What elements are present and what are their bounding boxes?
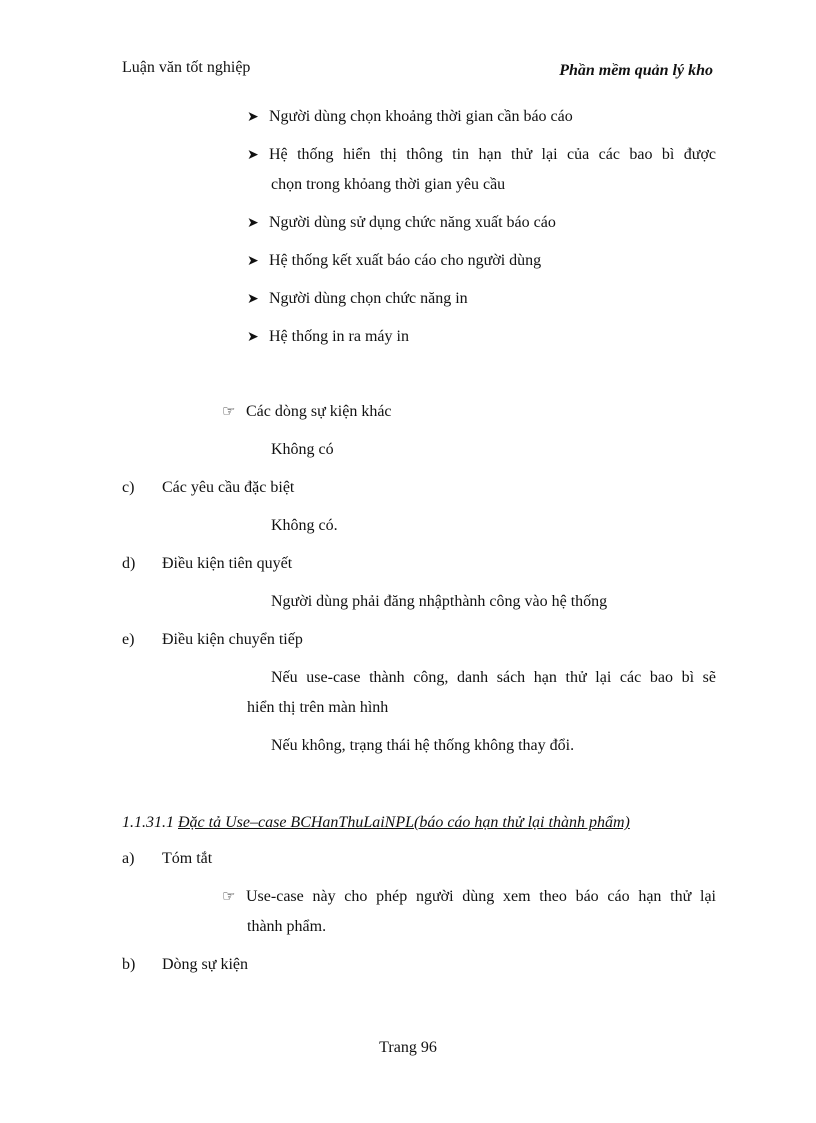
special-requirements-content: Không có. <box>271 517 338 534</box>
pointing-hand-icon: ☞ <box>222 889 236 905</box>
section-label-b: b) <box>122 956 136 973</box>
section-title-summary: Tóm tắt <box>162 850 213 867</box>
section-heading <box>122 813 630 833</box>
list-item-text: Hệ thống in ra máy in <box>269 328 409 345</box>
arrowhead-bullet-icon: ➤ <box>247 148 259 163</box>
summary-line-2: thành phẩm. <box>247 918 327 935</box>
arrowhead-bullet-icon: ➤ <box>247 110 259 125</box>
preconditions-content: Người dùng phải đăng nhậpthành công vào hệ thống <box>271 593 608 610</box>
arrowhead-bullet-icon: ➤ <box>247 216 259 231</box>
other-flows-content: Không có <box>271 441 334 458</box>
list-item <box>247 107 573 128</box>
postconditions-line-1: Nếu use-case thành công, danh sách hạn thử lại các bao bì sẽ <box>271 669 716 686</box>
section-label-c: c) <box>122 479 135 496</box>
list-item <box>247 145 716 166</box>
list-item <box>247 213 556 234</box>
list-item <box>247 251 541 272</box>
pointing-hand-icon: ☞ <box>222 404 236 420</box>
list-item <box>247 327 409 348</box>
section-title-preconditions: Điều kiện tiên quyết <box>162 555 293 572</box>
section-label-d: d) <box>122 555 136 572</box>
summary-line-1 <box>222 887 716 907</box>
header-right-title: Phần mềm quản lý kho <box>559 62 713 79</box>
section-heading-number: 1.1.31.1 <box>122 814 174 831</box>
postconditions-line-2: hiển thị trên màn hình <box>247 699 389 716</box>
arrowhead-bullet-icon: ➤ <box>247 292 259 307</box>
other-flows-title: Các dòng sự kiện khác <box>246 403 392 420</box>
summary-line-1-text: Use-case này cho phép người dùng xem theo báo cáo hạn thử lại <box>246 888 716 905</box>
list-item-text: Hệ thống hiển thị thông tin hạn thử lại của các bao bì được <box>269 146 716 163</box>
header-left-title: Luận văn tốt nghiệp <box>122 59 251 76</box>
list-item-text: Người dùng chọn chức năng in <box>269 290 468 307</box>
list-item <box>247 289 468 310</box>
other-flows-heading <box>222 402 392 422</box>
section-title-event-flow: Dòng sự kiện <box>162 956 248 973</box>
section-title-special-requirements: Các yêu cầu đặc biệt <box>162 479 295 496</box>
page-number: Trang 96 <box>379 1039 437 1056</box>
list-item-text: Hệ thống kết xuất báo cáo cho người dùng <box>269 252 542 269</box>
section-label-a: a) <box>122 850 135 867</box>
section-heading-text: Đặc tả Use–case BCHanThuLaiNPL(báo cáo hạn thử lại thành phẩm) <box>178 814 630 831</box>
list-item-text: Người dùng sử dụng chức năng xuất báo cáo <box>269 214 556 231</box>
list-item-text: Người dùng chọn khoảng thời gian cần báo cáo <box>269 108 573 125</box>
arrowhead-bullet-icon: ➤ <box>247 330 259 345</box>
postconditions-line-3: Nếu không, trạng thái hệ thống không thay đổi. <box>271 737 575 754</box>
section-label-e: e) <box>122 631 135 648</box>
arrowhead-bullet-icon: ➤ <box>247 254 259 269</box>
section-title-postconditions: Điều kiện chuyển tiếp <box>162 631 303 648</box>
list-item-continuation: chọn trong khỏang thời gian yêu cầu <box>271 176 506 193</box>
